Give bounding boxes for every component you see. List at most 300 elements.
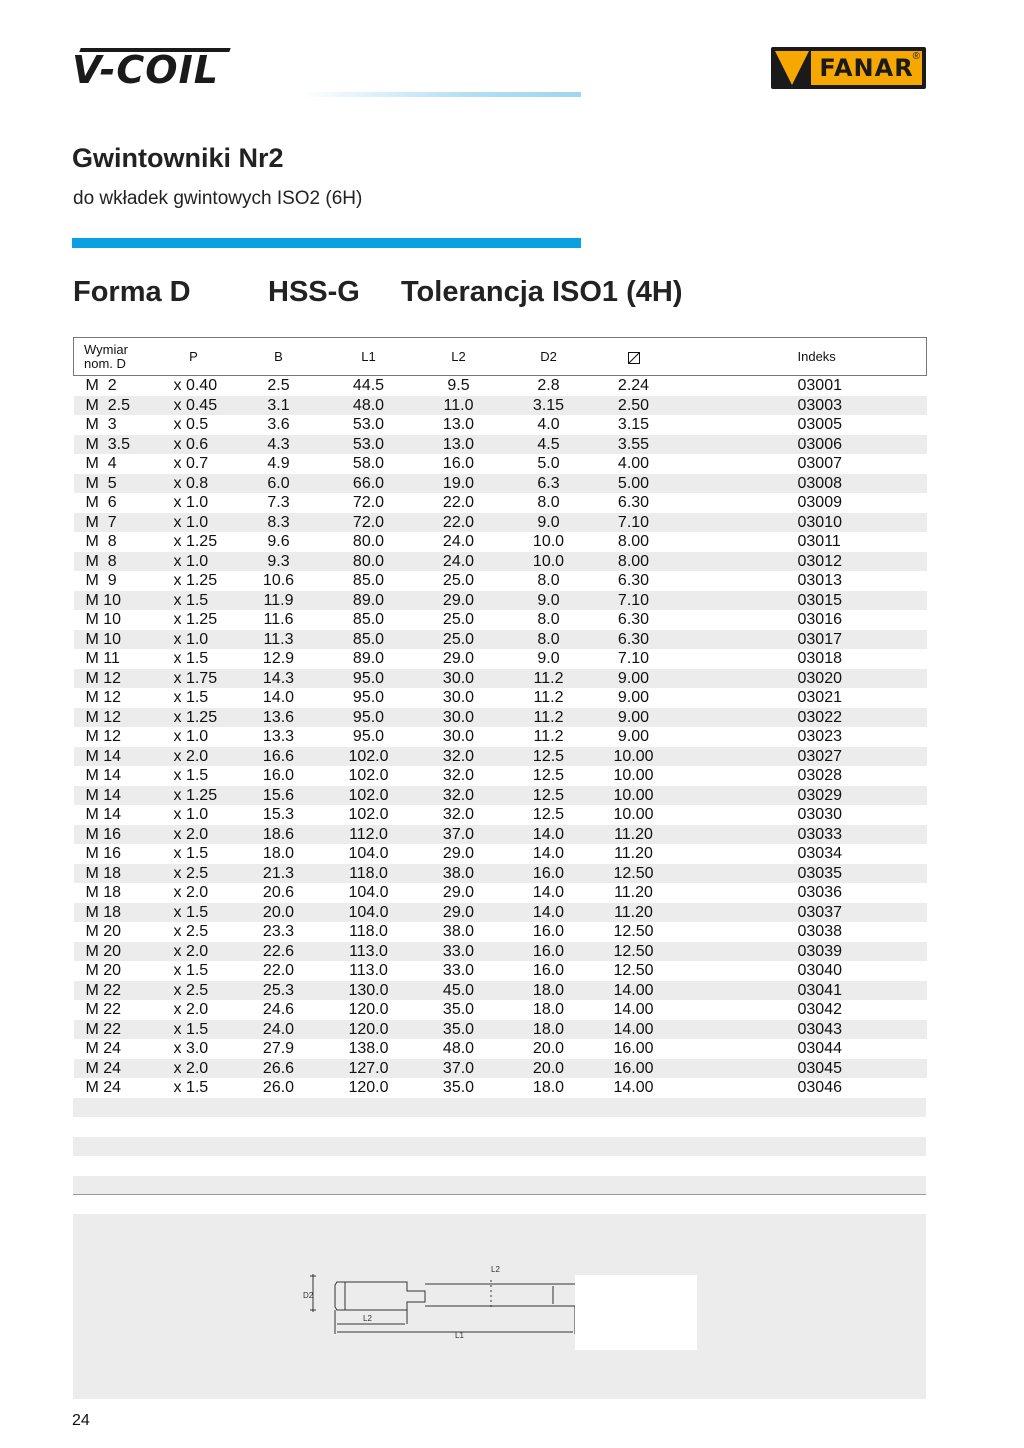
col-indeks: Indeks [674,338,927,376]
cell-d2: 14.0 [532,884,565,902]
cell-b: 14.3 [234,669,324,689]
table-row [74,864,927,884]
cell-p: x 0.5 [173,416,209,434]
cell-wymiar: M 24 [85,1040,122,1058]
cell-l2: 32.0 [442,806,475,824]
cell-square-diameter: 12.50 [613,962,654,980]
table-row [74,961,927,981]
table-row [74,883,927,903]
cell-wymiar: M 12 [74,669,154,689]
cell-square-diameter: 9.00 [617,689,650,707]
cell-l1: 85.0 [352,611,385,629]
cell-l1: 89.0 [324,591,414,611]
cell-indeks: 03001 [797,377,842,395]
cell-square-diameter: 6.30 [594,630,674,650]
cell-d2: 20.0 [532,1040,565,1058]
cell-l2: 48.0 [442,1040,475,1058]
col-b: B [234,338,324,376]
col-wymiar-line1: Wymiar [84,341,128,357]
cell-b: 24.0 [234,1020,324,1040]
cell-b: 14.0 [262,689,295,707]
cell-square-diameter: 2.24 [617,377,650,395]
cell-l1: 53.0 [324,435,414,455]
cell-d2: 16.0 [504,864,594,884]
cell-indeks: 03007 [797,455,842,473]
cell-indeks: 03034 [797,845,842,863]
cell-d2: 12.5 [504,747,594,767]
cell-l2: 37.0 [414,825,504,845]
cell-square-diameter: 12.50 [594,942,674,962]
cell-square-diameter: 8.00 [594,552,674,572]
cell-b: 11.6 [263,611,294,629]
cell-indeks: 03044 [797,1040,842,1058]
cell-b: 7.3 [267,494,290,512]
table-row [74,1059,927,1079]
table-row [74,669,927,689]
cell-square-diameter: 6.30 [617,494,650,512]
cell-p: x 2.0 [154,942,234,962]
cell-b: 9.3 [234,552,324,572]
table-row [74,435,927,455]
cell-l1: 120.0 [348,1001,389,1019]
cell-b: 27.9 [262,1040,295,1058]
table-row [74,513,927,533]
cell-wymiar: M 14 [85,767,122,785]
cell-l1: 120.0 [324,1020,414,1040]
cell-square-diameter: 11.20 [594,903,674,923]
cell-l2: 25.0 [414,630,504,650]
cell-d2: 8.0 [537,611,560,629]
cell-indeks: 03017 [674,630,927,650]
cell-indeks: 03029 [674,786,927,806]
cell-indeks: 03033 [674,825,927,845]
v-coil-logo-text: V-COIL [72,48,219,92]
cell-p: x 2.0 [173,1001,209,1019]
cell-indeks: 03043 [674,1020,927,1040]
cell-b: 22.0 [262,962,295,980]
cell-d2: 9.0 [504,513,594,533]
cell-wymiar: M 18 [74,903,154,923]
cell-d2: 18.0 [504,1020,594,1040]
cell-l2: 30.0 [442,728,475,746]
cell-square-diameter: 6.30 [617,572,650,590]
cell-square-diameter: 16.00 [613,1040,654,1058]
cell-square-diameter: 9.00 [594,669,674,689]
cell-p: x 0.7 [173,455,209,473]
cell-l1: 95.0 [324,708,414,728]
cell-square-diameter: 10.00 [594,786,674,806]
cell-l1: 44.5 [352,377,385,395]
page-subtitle: do wkładek gwintowych ISO2 (6H) [73,188,363,209]
col-l2: L2 [414,338,504,376]
cell-p: x 1.0 [173,494,209,512]
cell-l2: 25.0 [442,572,475,590]
heading-tolerance: Tolerancja ISO1 (4H) [401,276,683,308]
cell-p: x 1.5 [173,962,209,980]
drawing-mask-box [575,1275,697,1350]
table-row [74,688,927,708]
table-row [74,552,927,572]
cell-d2: 11.2 [504,708,594,728]
cell-p: x 2.0 [154,825,234,845]
table-row [74,415,927,435]
table-row [74,396,927,416]
cell-square-diameter: 3.55 [594,435,674,455]
cell-l1: 58.0 [352,455,385,473]
cell-wymiar: M 20 [85,923,122,941]
cell-l2: 29.0 [414,903,504,923]
cell-indeks: 03006 [674,435,927,455]
cell-p: x 1.0 [173,728,209,746]
cell-l1: 112.0 [324,825,414,845]
cell-p: x 2.5 [154,864,234,884]
cell-wymiar: M 24 [85,1079,122,1097]
cell-l2: 38.0 [442,923,475,941]
cell-l1: 118.0 [324,864,414,884]
cell-l1: 127.0 [324,1059,414,1079]
cell-d2: 11.2 [504,669,594,689]
cell-l2: 37.0 [414,1059,504,1079]
cell-square-diameter: 16.00 [594,1059,674,1079]
cell-indeks: 03018 [797,650,842,668]
cell-wymiar: M 20 [85,962,122,980]
cell-p: x 0.45 [154,396,234,416]
table-row [74,474,927,494]
table-row [74,766,927,786]
cell-d2: 14.0 [504,825,594,845]
table-row [74,571,927,591]
cell-d2: 4.0 [537,416,560,434]
cell-b: 12.9 [262,650,295,668]
cell-l2: 33.0 [442,962,475,980]
table-row [74,825,927,845]
cell-wymiar: M 12 [85,689,122,707]
cell-wymiar: M 8 [85,533,117,551]
cell-wymiar: M 14 [74,786,154,806]
cell-p: x 1.25 [154,708,234,728]
cell-square-diameter: 5.00 [594,474,674,494]
table-header-row [74,338,927,376]
cell-l1: 138.0 [348,1040,389,1058]
cell-b: 21.3 [234,864,324,884]
cell-p: x 2.0 [173,884,209,902]
cell-d2: 10.0 [504,552,594,572]
cell-l1: 104.0 [348,884,389,902]
header-gradient-line [300,92,581,97]
cell-d2: 16.0 [532,923,565,941]
table-row [74,844,927,864]
cell-l2: 33.0 [414,942,504,962]
cell-p: x 1.5 [173,767,209,785]
cell-indeks: 03042 [797,1001,842,1019]
cell-wymiar: M 7 [74,513,154,533]
cell-square-diameter: 3.15 [617,416,650,434]
cell-wymiar: M 22 [74,1020,154,1040]
cell-wymiar: M 16 [74,825,154,845]
square-diameter-icon [628,352,640,364]
cell-indeks: 03038 [797,923,842,941]
table-row [74,1039,927,1059]
cell-wymiar: M 24 [74,1059,154,1079]
label-l2: L2 [363,1314,372,1323]
v-coil-logo [72,44,234,92]
cell-l2: 13.0 [414,435,504,455]
cell-d2: 12.5 [504,786,594,806]
cell-b: 10.6 [262,572,295,590]
cell-indeks: 03030 [797,806,842,824]
table-row [74,1078,927,1098]
cell-l2: 30.0 [442,689,475,707]
cell-square-diameter: 11.20 [594,825,674,845]
col-wymiar-line2: nom. D [84,355,126,371]
cell-wymiar: M 2 [85,377,117,395]
cell-d2: 8.0 [537,572,560,590]
cell-square-diameter: 4.00 [617,455,650,473]
table-row [74,1020,927,1040]
cell-indeks: 03013 [797,572,842,590]
cell-p: x 2.5 [173,923,209,941]
cell-p: x 2.0 [154,1059,234,1079]
cell-wymiar: M 11 [85,650,120,668]
cell-square-diameter: 7.10 [594,513,674,533]
table-row [74,376,927,396]
cell-b: 18.6 [234,825,324,845]
cell-d2: 18.0 [532,1079,565,1097]
cell-l1: 85.0 [352,572,385,590]
table-row [74,727,927,747]
cell-l1: 104.0 [324,903,414,923]
cell-d2: 18.0 [532,1001,565,1019]
cell-p: x 1.0 [173,806,209,824]
cell-l2: 19.0 [414,474,504,494]
table-row [74,981,927,1001]
cell-indeks: 03008 [674,474,927,494]
cell-square-diameter: 8.00 [617,533,650,551]
spec-table [73,337,927,1098]
cell-indeks: 03028 [797,767,842,785]
cell-l2: 29.0 [442,650,475,668]
cell-b: 3.6 [267,416,290,434]
table-row [74,942,927,962]
cell-indeks: 03046 [797,1079,842,1097]
table-row [74,805,927,825]
cell-l1: 102.0 [324,786,414,806]
cell-wymiar: M 8 [74,552,154,572]
cell-wymiar: M 22 [85,1001,122,1019]
cell-b: 23.3 [262,923,295,941]
cell-b: 2.5 [267,377,290,395]
cell-l1: 120.0 [348,1079,389,1097]
cell-d2: 9.0 [537,650,560,668]
cell-p: x 0.6 [154,435,234,455]
empty-row-band [73,1137,926,1156]
cell-l2: 9.5 [447,377,470,395]
cell-d2: 9.0 [504,591,594,611]
col-d2: D2 [504,338,594,376]
table-row [74,922,927,942]
cell-indeks: 03009 [797,494,842,512]
cell-wymiar: M 16 [85,845,122,863]
cell-square-diameter: 14.00 [594,1020,674,1040]
cell-b: 11.9 [234,591,324,611]
cell-square-diameter: 9.00 [594,708,674,728]
cell-wymiar: M 6 [85,494,117,512]
cell-d2: 16.0 [504,942,594,962]
cell-indeks: 03021 [797,689,842,707]
cell-p: x 1.5 [173,1079,209,1097]
cell-p: x 1.75 [154,669,234,689]
cell-p: x 1.5 [154,903,234,923]
cell-b: 20.6 [262,884,295,902]
cell-p: x 1.5 [154,1020,234,1040]
cell-d2: 20.0 [504,1059,594,1079]
cell-l1: 95.0 [352,689,385,707]
cell-d2: 4.5 [504,435,594,455]
cell-p: x 1.25 [173,572,218,590]
cell-wymiar: M 10 [74,630,154,650]
cell-d2: 2.8 [537,377,560,395]
cell-d2: 18.0 [504,981,594,1001]
cell-b: 11.3 [234,630,324,650]
cell-d2: 12.5 [532,806,565,824]
cell-d2: 12.5 [532,767,565,785]
cell-d2: 3.15 [504,396,594,416]
cell-b: 13.6 [234,708,324,728]
table-row [74,610,927,630]
cell-square-diameter: 14.00 [613,1001,654,1019]
table-row [74,591,927,611]
cell-indeks: 03027 [674,747,927,767]
cell-l1: 113.0 [324,942,414,962]
col-l1: L1 [324,338,414,376]
cell-l2: 35.0 [442,1001,475,1019]
cell-d2: 5.0 [537,455,560,473]
cell-wymiar: M 4 [85,455,117,473]
cell-square-diameter: 2.50 [594,396,674,416]
cell-b: 18.0 [262,845,295,863]
cell-l1: 72.0 [352,494,385,512]
registered-mark: ® [912,51,920,62]
cell-b: 15.3 [262,806,295,824]
accent-bar [72,238,581,248]
cell-wymiar: M 18 [74,864,154,884]
cell-wymiar: M 12 [85,728,122,746]
cell-l2: 32.0 [442,767,475,785]
cell-wymiar: M 12 [74,708,154,728]
cell-d2: 8.0 [504,630,594,650]
cell-wymiar: M 14 [74,747,154,767]
cell-p: x 2.5 [154,981,234,1001]
table-row [74,1000,927,1020]
cell-p: x 1.0 [154,630,234,650]
cell-b: 9.6 [267,533,290,551]
cell-l2: 35.0 [414,1020,504,1040]
cell-indeks: 03037 [674,903,927,923]
cell-l1: 102.0 [348,767,389,785]
cell-square-diameter: 12.50 [594,864,674,884]
cell-l1: 104.0 [348,845,389,863]
cell-p: x 1.25 [173,611,218,629]
cell-l2: 29.0 [442,884,475,902]
cell-indeks: 03016 [797,611,842,629]
cell-l1: 85.0 [324,630,414,650]
cell-square-diameter: 10.00 [594,747,674,767]
cell-l1: 89.0 [352,650,385,668]
table-row [74,630,927,650]
cell-l1: 66.0 [324,474,414,494]
cell-p: x 3.0 [173,1040,209,1058]
cell-indeks: 03010 [674,513,927,533]
cell-l2: 25.0 [442,611,475,629]
cell-b: 26.6 [234,1059,324,1079]
cell-indeks: 03005 [797,416,842,434]
cell-square-diameter: 7.10 [594,591,674,611]
cell-p: x 0.40 [173,377,218,395]
cell-l2: 45.0 [414,981,504,1001]
cell-l2: 38.0 [414,864,504,884]
cell-l2: 32.0 [414,786,504,806]
cell-indeks: 03012 [674,552,927,572]
cell-wymiar: M 10 [74,591,154,611]
page-number: 24 [72,1412,90,1429]
cell-b: 6.0 [234,474,324,494]
cell-square-diameter: 14.00 [594,981,674,1001]
table-row [74,786,927,806]
heading-material: HSS-G [268,276,360,308]
cell-l1: 80.0 [352,533,385,551]
cell-wymiar: M 9 [85,572,117,590]
cell-wymiar: M 18 [85,884,122,902]
table-row [74,903,927,923]
cell-l2: 11.0 [414,396,504,416]
cell-p: x 1.0 [154,513,234,533]
cell-square-diameter: 9.00 [617,728,650,746]
cell-b: 4.9 [267,455,290,473]
cell-p: x 1.25 [173,533,218,551]
cell-b: 16.0 [262,767,295,785]
cell-l1: 95.0 [324,669,414,689]
cell-indeks: 03035 [674,864,927,884]
cell-b: 26.0 [262,1079,295,1097]
cell-wymiar: M 22 [74,981,154,1001]
cell-indeks: 03039 [674,942,927,962]
cell-l2: 13.0 [442,416,475,434]
heading-forma: Forma D [73,276,191,308]
table-row [74,747,927,767]
cell-d2: 14.0 [504,903,594,923]
cell-wymiar: M 14 [85,806,122,824]
cell-indeks: 03040 [797,962,842,980]
fanar-logo [771,47,926,89]
cell-p: x 2.0 [154,747,234,767]
cell-l1: 102.0 [324,747,414,767]
cell-wymiar: M 5 [74,474,154,494]
label-l2-top: L2 [491,1265,500,1274]
cell-indeks: 03041 [674,981,927,1001]
cell-b: 20.0 [234,903,324,923]
cell-l2: 24.0 [414,552,504,572]
cell-p: x 1.5 [173,650,209,668]
cell-l1: 80.0 [324,552,414,572]
cell-l1: 72.0 [324,513,414,533]
fanar-logo-box [811,51,922,85]
cell-wymiar: M 3 [85,416,117,434]
empty-row-band [73,1176,926,1194]
cell-p: x 1.0 [154,552,234,572]
cell-l1: 48.0 [324,396,414,416]
table-row [74,532,927,552]
cell-indeks: 03020 [674,669,927,689]
